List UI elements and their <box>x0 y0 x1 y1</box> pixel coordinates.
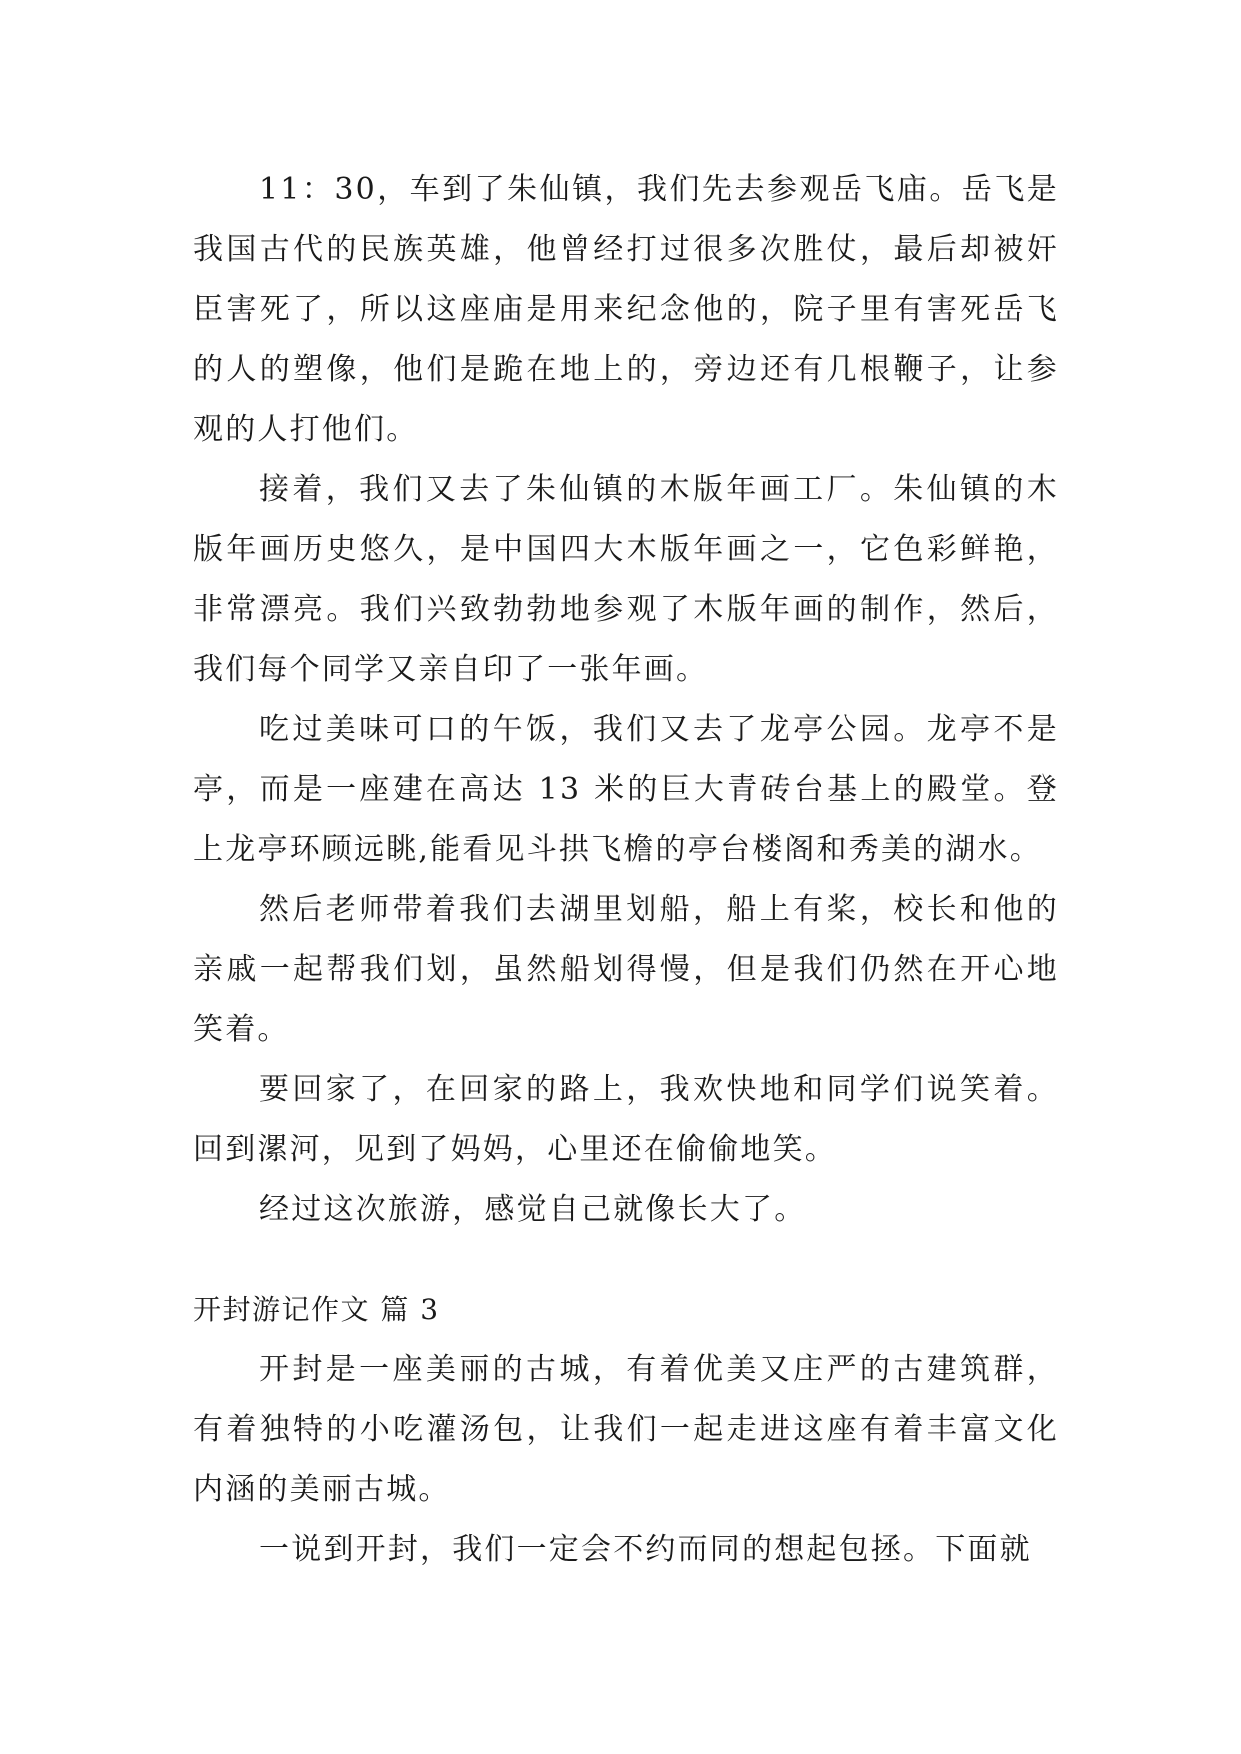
paragraph-bao-zheng: 一说到开封，我们一定会不约而同的想起包拯。下面就 <box>259 1532 1032 1567</box>
paragraph-yuefei-temple: 11：30，车到了朱仙镇，我们先去参观岳飞庙。岳飞是我国古代的民族英雄，他曾经打过很多次胜仗，最后却被奸臣害死了，所以这座庙是用来纪念他的，院子里有害死岳飞的人的塑像，他们是跪在地上的，旁边还有几根鞭子，让参观的人打他们。 <box>193 172 1060 447</box>
section-heading: 开封游记作文 篇 3 <box>193 1293 440 1326</box>
paragraph-conclusion: 经过这次旅游，感觉自己就像长大了。 <box>259 1192 807 1227</box>
paragraph-dragon-pavilion: 吃过美味可口的午饭，我们又去了龙亭公园。龙亭不是亭，而是一座建在高达 13 米的巨大青砖台基上的殿堂。登上龙亭环顾远眺,能看见斗拱飞檐的亭台楼阁和秀美的湖水。 <box>193 712 1059 867</box>
paragraph-woodblock-prints: 接着，我们又去了朱仙镇的木版年画工厂。朱仙镇的木版年画历史悠久，是中国四大木版年画之一，它色彩鲜艳，非常漂亮。我们兴致勃勃地参观了木版年画的制作，然后，我们每个同学又亲自印了一张年画。 <box>193 472 1059 687</box>
paragraph-going-home: 要回家了，在回家的路上，我欢快地和同学们说笑着。回到漯河，见到了妈妈，心里还在偷偷地笑。 <box>193 1072 1059 1167</box>
document-body <box>193 160 1059 1580</box>
paragraph-boating: 然后老师带着我们去湖里划船，船上有桨，校长和他的亲戚一起帮我们划，虽然船划得慢，但是我们仍然在开心地笑着。 <box>193 892 1059 1047</box>
paragraph-kaifeng-intro: 开封是一座美丽的古城，有着优美又庄严的古建筑群，有着独特的小吃灌汤包，让我们一起走进这座有着丰富文化内涵的美丽古城。 <box>193 1352 1059 1507</box>
